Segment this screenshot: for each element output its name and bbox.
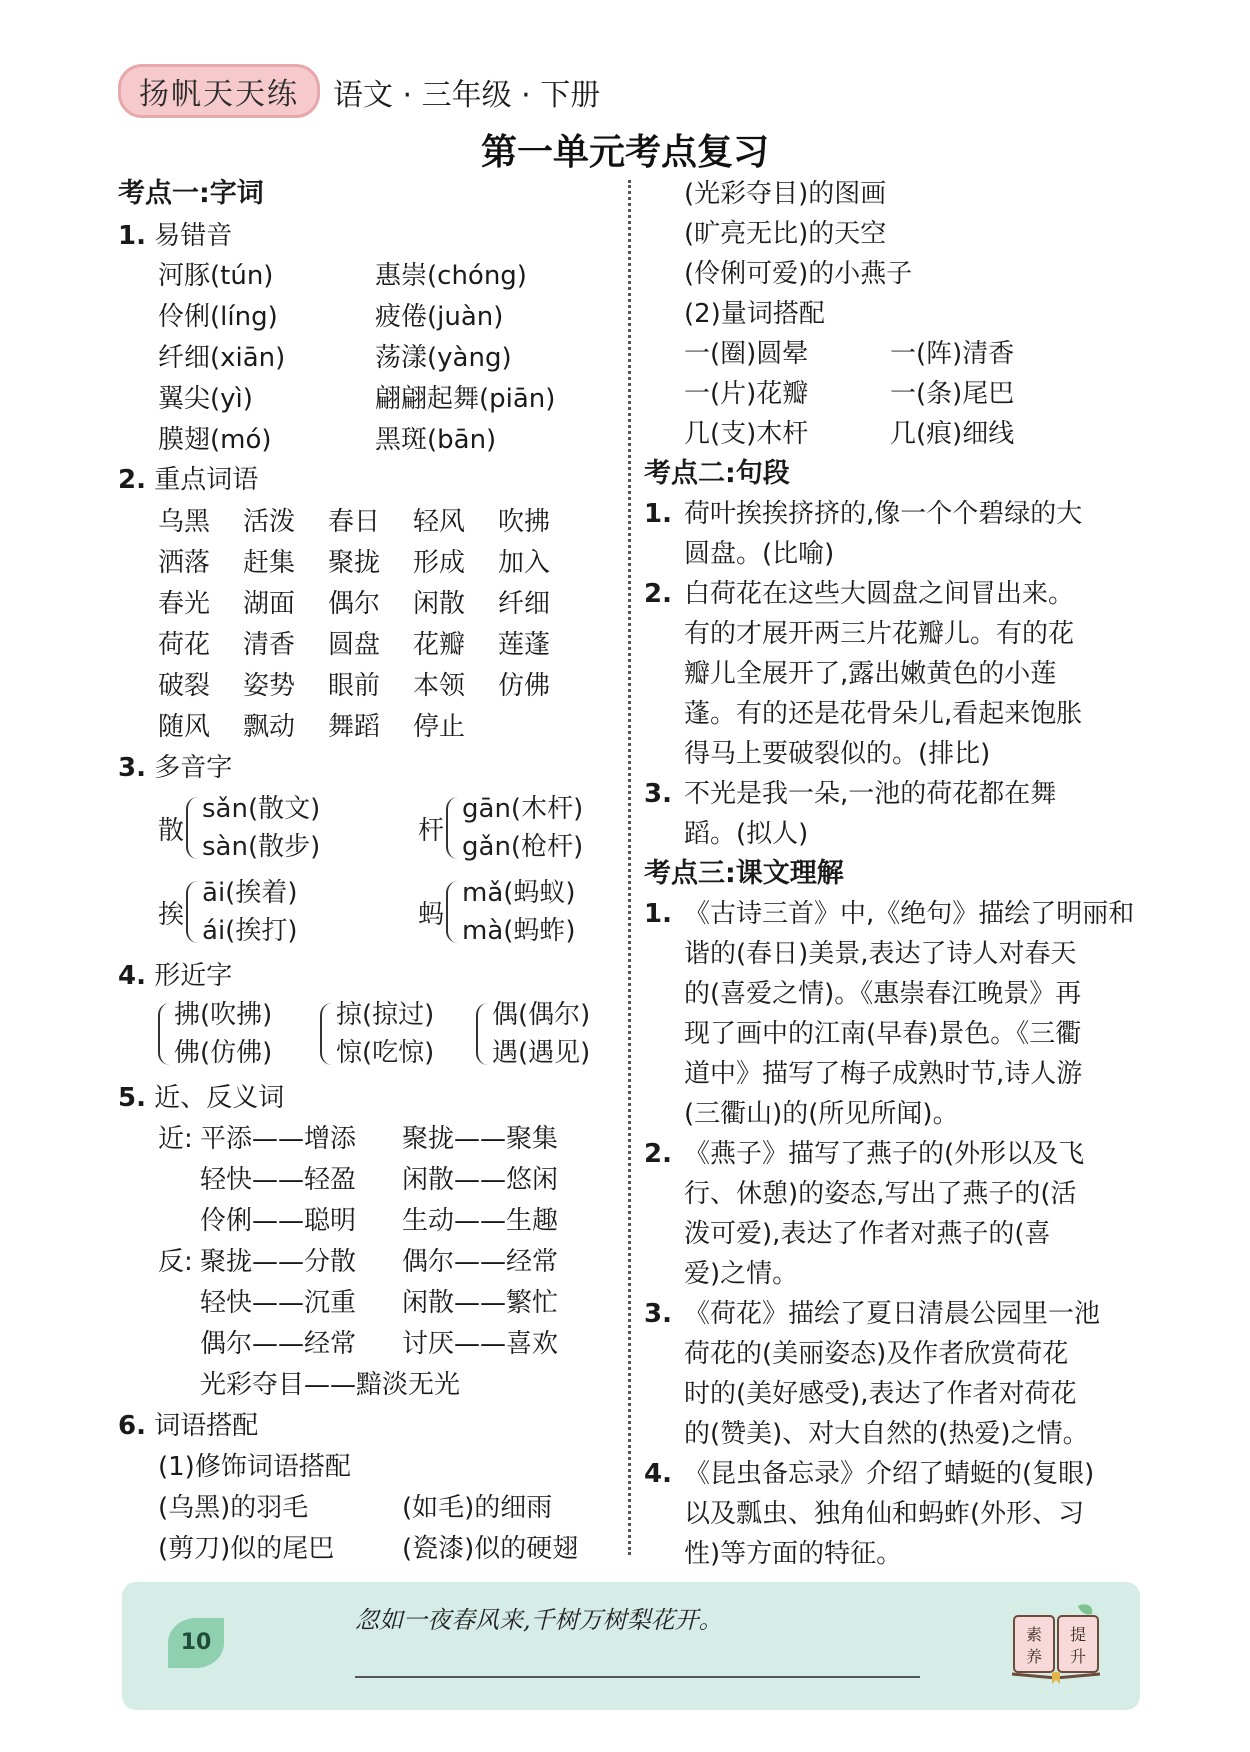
t3-line: 时的(美好感受),表达了作者对荷花	[684, 1379, 1077, 1409]
t1-line: 现了画中的江南(早春)景色。《三衢	[684, 1019, 1082, 1049]
word: 花瓣	[413, 630, 466, 660]
t2-line: 爱)之情。	[684, 1259, 799, 1289]
s2-line: 蓬。有的还是花骨朵儿,看起来饱胀	[684, 699, 1083, 729]
s2-line: 得马上要破裂似的。(排比)	[684, 739, 991, 769]
modifier-pair: (旷亮无比)的天空	[684, 219, 887, 249]
t4-line: 《昆虫备忘录》介绍了蜻蜓的(复眼)	[684, 1459, 1095, 1489]
polyphone-char: 散	[158, 815, 185, 846]
q5-heading	[118, 1080, 284, 1116]
brace	[158, 1003, 170, 1065]
word: 乌黑	[158, 507, 211, 537]
q1-label: 易错音	[154, 221, 233, 251]
similar-group	[476, 996, 590, 1072]
t4-line: 以及瓢虫、独角仙和蚂蚱(外形、习	[684, 1499, 1085, 1529]
t2-line: 泼可爱),表达了作者对燕子的(喜	[684, 1219, 1051, 1249]
polyphone-reading: ái(挨打)	[202, 916, 298, 946]
q3-label: 多音字	[154, 753, 233, 783]
similar-char: 惊(吃惊)	[336, 1038, 435, 1068]
similar-group	[320, 996, 434, 1072]
polyphone-reading: sàn(散步)	[202, 832, 321, 862]
modifier-pair: (如毛)的细雨	[402, 1493, 553, 1523]
measure-pair: 一(阵)清香	[890, 339, 1015, 369]
footer-quote: 忽如一夜春风来,千树万树梨花开。	[355, 1606, 723, 1634]
polyphone-group	[158, 874, 297, 950]
synonym-pair: 聚拢——聚集	[402, 1124, 559, 1154]
antonym-pair: 闲散——繁忙	[402, 1288, 559, 1318]
s3-line: 不光是我一朵,一池的荷花都在舞	[684, 779, 1057, 809]
q4-num: 4.	[118, 961, 146, 991]
antonym-label: 反:	[158, 1247, 193, 1277]
book-label: 养	[1025, 1647, 1043, 1666]
t1-line: 谐的(春日)美景,表达了诗人对春天	[684, 939, 1077, 969]
word: 姿势	[243, 671, 296, 701]
polyphone-group	[418, 874, 576, 950]
q4-label: 形近字	[154, 961, 233, 991]
similar-char: 遇(遇见)	[492, 1038, 591, 1068]
pron-item: 翼尖(yì)	[158, 384, 253, 414]
q2-heading	[118, 462, 258, 498]
word: 湖面	[243, 589, 296, 619]
s1-line: 圆盘。(比喻)	[684, 539, 835, 569]
s3-num: 3.	[644, 779, 672, 809]
measure-pair: 一(片)花瓣	[684, 379, 809, 409]
synonym-pair: 平添——增添	[200, 1124, 357, 1154]
measure-pair: 几(痕)细线	[890, 419, 1015, 449]
modifier-pair: (伶俐可爱)的小燕子	[684, 259, 913, 289]
synonym-label: 近:	[158, 1124, 193, 1154]
synonym-pair: 闲散——悠闲	[402, 1165, 559, 1195]
word: 闲散	[413, 589, 466, 619]
similar-char: 偶(偶尔)	[492, 1000, 591, 1030]
book-label: 升	[1069, 1647, 1087, 1666]
modifier-pair: (剪刀)似的尾巴	[158, 1534, 335, 1564]
word: 活泼	[243, 507, 296, 537]
modifier-pair: (乌黑)的羽毛	[158, 1493, 309, 1523]
brace	[476, 1003, 488, 1065]
similar-char: 拂(吹拂)	[174, 1000, 273, 1030]
t1-line: (三衢山)的(所见所闻)。	[684, 1099, 959, 1129]
word: 莲蓬	[498, 630, 551, 660]
similar-group	[158, 996, 272, 1072]
s2-num: 2.	[644, 579, 672, 609]
word: 聚拢	[328, 548, 381, 578]
similar-char: 佛(仿佛)	[174, 1038, 273, 1068]
measure-pair: 一(条)尾巴	[890, 379, 1015, 409]
brace	[446, 881, 458, 943]
t2-line: 《燕子》描写了燕子的(外形以及飞	[684, 1139, 1085, 1169]
word: 偶尔	[328, 589, 381, 619]
word: 本领	[413, 671, 466, 701]
word: 荷花	[158, 630, 211, 660]
q5-num: 5.	[118, 1083, 146, 1113]
s2-line: 有的才展开两三片花瓣儿。有的花	[684, 619, 1075, 649]
measure-pair: 一(圈)圆晕	[684, 339, 809, 369]
pron-item: 翩翩起舞(piān)	[375, 384, 556, 414]
t4-line: 性)等方面的特征。	[684, 1539, 903, 1569]
t1-line: 《古诗三首》中,《绝句》描绘了明丽和	[684, 899, 1135, 929]
word: 圆盘	[328, 630, 381, 660]
s2-line: 白荷花在这些大圆盘之间冒出来。	[684, 579, 1075, 609]
word: 形成	[413, 548, 466, 578]
q3-num: 3.	[118, 753, 146, 783]
t2-num: 2.	[644, 1139, 672, 1169]
pron-item: 荡漾(yàng)	[375, 343, 512, 373]
q6-label: 词语搭配	[154, 1411, 259, 1441]
q3-heading	[118, 750, 232, 786]
brace	[186, 797, 198, 859]
brace	[446, 797, 458, 859]
t3-line: 《荷花》描绘了夏日清晨公园里一池	[684, 1299, 1101, 1329]
polyphone-reading: gān(木杆)	[462, 794, 584, 824]
word: 仿佛	[498, 671, 551, 701]
s2-line: 瓣儿全展开了,露出嫩黄色的小莲	[684, 659, 1057, 689]
brace	[186, 881, 198, 943]
q2-num: 2.	[118, 465, 146, 495]
q4-heading	[118, 958, 232, 994]
pron-item: 河豚(tún)	[158, 261, 274, 291]
polyphone-char: 蚂	[418, 899, 445, 930]
measure-pair: 几(支)木杆	[684, 419, 809, 449]
t1-line: 的(喜爱之情)。《惠崇春江晚景》再	[684, 979, 1082, 1009]
column-divider	[628, 180, 631, 1555]
polyphone-reading: gǎn(枪杆)	[462, 832, 584, 862]
pron-item: 纤细(xiān)	[158, 343, 286, 373]
word: 春日	[328, 507, 381, 537]
pron-item: 黑斑(bān)	[375, 425, 497, 455]
word: 轻风	[413, 507, 466, 537]
pron-item: 疲倦(juàn)	[375, 302, 504, 332]
word: 加入	[498, 548, 551, 578]
word: 眼前	[328, 671, 381, 701]
antonym-pair: 讨厌——喜欢	[402, 1329, 559, 1359]
synonym-pair: 生动——生趣	[402, 1206, 559, 1236]
page-title: 第一单元考点复习	[480, 132, 769, 173]
series-badge: 扬帆天天练	[118, 64, 320, 118]
polyphone-group	[158, 790, 320, 866]
word: 破裂	[158, 671, 211, 701]
polyphone-reading: mà(蚂蚱)	[462, 916, 576, 946]
antonym-pair: 偶尔——经常	[402, 1247, 559, 1277]
word: 纤细	[498, 589, 551, 619]
subject-label: 语文 · 三年级 · 下册	[333, 78, 601, 113]
polyphone-group	[418, 790, 583, 866]
section-heading-1: 考点一:字词	[118, 178, 264, 209]
q6-sub2: (2)量词搭配	[684, 299, 825, 329]
pron-item: 惠崇(chóng)	[375, 261, 527, 291]
q5-label: 近、反义词	[154, 1083, 285, 1113]
t3-line: 荷花的(美丽姿态)及作者欣赏荷花	[684, 1339, 1069, 1369]
polyphone-char: 挨	[158, 899, 185, 930]
word: 舞蹈	[328, 712, 381, 742]
t4-num: 4.	[644, 1459, 672, 1489]
section-heading-3: 考点三:课文理解	[644, 858, 844, 889]
writing-line	[355, 1676, 920, 1678]
word: 赶集	[243, 548, 296, 578]
t3-line: 的(赞美)、对大自然的(热爱)之情。	[684, 1419, 1089, 1449]
page-number: 10	[180, 1630, 212, 1655]
antonym-pair: 聚拢——分散	[200, 1247, 357, 1277]
book-icon	[1008, 1602, 1104, 1686]
q6-sub1: (1)修饰词语搭配	[158, 1452, 351, 1482]
antonym-pair: 偶尔——经常	[200, 1329, 357, 1359]
pron-item: 膜翅(mó)	[158, 425, 272, 455]
s3-line: 蹈。(拟人)	[684, 819, 809, 849]
q6-num: 6.	[118, 1411, 146, 1441]
synonym-pair: 伶俐——聪明	[200, 1206, 357, 1236]
word: 洒落	[158, 548, 211, 578]
modifier-pair: (瓷漆)似的硬翅	[402, 1534, 579, 1564]
q2-label: 重点词语	[154, 465, 259, 495]
modifier-pair: (光彩夺目)的图画	[684, 179, 887, 209]
word: 春光	[158, 589, 211, 619]
pron-item: 伶俐(líng)	[158, 302, 278, 332]
polyphone-char: 杆	[418, 815, 445, 846]
word: 吹拂	[498, 507, 551, 537]
s1-line: 荷叶挨挨挤挤的,像一个个碧绿的大	[684, 499, 1083, 529]
q1-num: 1.	[118, 221, 146, 251]
antonym-pair: 轻快——沉重	[200, 1288, 357, 1318]
book-label: 提	[1069, 1625, 1087, 1644]
q1-heading	[118, 218, 232, 254]
word: 停止	[413, 712, 466, 742]
book-label: 素	[1025, 1625, 1043, 1644]
t1-num: 1.	[644, 899, 672, 929]
similar-char: 掠(掠过)	[336, 1000, 435, 1030]
word: 清香	[243, 630, 296, 660]
q6-heading	[118, 1408, 258, 1444]
word: 随风	[158, 712, 211, 742]
t3-num: 3.	[644, 1299, 672, 1329]
brace	[320, 1003, 332, 1065]
section-heading-2: 考点二:句段	[644, 458, 790, 489]
s1-num: 1.	[644, 499, 672, 529]
polyphone-reading: sǎn(散文)	[202, 794, 321, 824]
polyphone-reading: āi(挨着)	[202, 878, 298, 908]
synonym-pair: 轻快——轻盈	[200, 1165, 357, 1195]
t1-line: 道中》描写了梅子成熟时节,诗人游	[684, 1059, 1083, 1089]
word: 飘动	[243, 712, 296, 742]
polyphone-reading: mǎ(蚂蚁)	[462, 878, 576, 908]
antonym-pair: 光彩夺目——黯淡无光	[200, 1370, 461, 1400]
t2-line: 行、休憩)的姿态,写出了燕子的(活	[684, 1179, 1077, 1209]
